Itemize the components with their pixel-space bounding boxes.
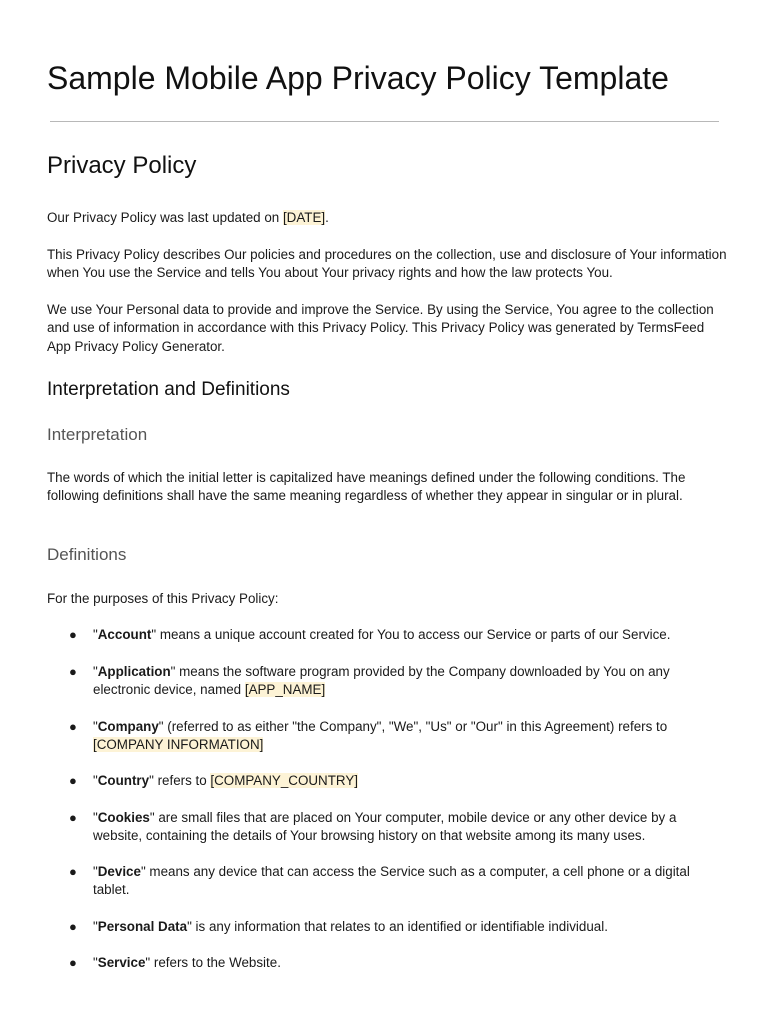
title-divider	[50, 121, 719, 122]
interpretation-definitions-heading: Interpretation and Definitions	[47, 379, 290, 400]
bullet-icon: ●	[69, 955, 77, 970]
app-name-placeholder: [APP_NAME]	[244, 682, 326, 698]
last-updated-paragraph	[47, 209, 737, 227]
definition-term: Cookies	[97, 810, 150, 825]
definition-item-account: ● "Account" means a unique account created for You to access our Service or parts of our Service.	[93, 626, 723, 644]
bullet-icon: ●	[69, 719, 77, 734]
definition-term: Service	[97, 955, 146, 970]
definition-item-personal-data: ● "Personal Data" is any information that relates to an identified or identifiable individual.	[93, 918, 723, 936]
bullet-icon: ●	[69, 810, 77, 825]
definition-text: " are small files that are placed on Your computer, mobile device or any other device by a website, containing the details of Your browsing history on that website among its many uses.	[93, 810, 677, 844]
policy-description-paragraph: This Privacy Policy describes Our policies and procedures on the collection, use and disclosure of Your information when You use the Service and tells You about Your privacy rights and how the law protects You.	[47, 247, 727, 281]
privacy-policy-heading: Privacy Policy	[47, 152, 197, 179]
definition-text: " means a unique account created for You to access our Service or parts of our Service.	[151, 627, 671, 642]
date-placeholder: [DATE]	[282, 210, 326, 225]
definition-item-cookies: ● "Cookies" are small files that are placed on Your computer, mobile device or any other device by a website, containing the details of Your browsing history on that website among its many uses.	[69, 810, 677, 844]
definition-term: Application	[97, 664, 171, 679]
definition-item-application: ● "Application" means the software program provided by the Company downloaded by You on any electronic device, named [APP_NAME]	[69, 664, 670, 698]
definition-item-device: ● "Device" means any device that can access the Service such as a computer, a cell phone or a digital tablet.	[69, 864, 690, 898]
definition-text: " is any information that relates to an identified or identifiable individual.	[187, 919, 608, 934]
definition-item-company: ● "Company" (referred to as either "the Company", "We", "Us" or "Our" in this Agreement) refers to [COMPANY INFORMATION]	[69, 719, 668, 753]
bullet-icon: ●	[69, 773, 77, 788]
definition-term: Personal Data	[97, 919, 188, 934]
bullet-icon: ●	[69, 864, 77, 879]
company-information-placeholder: [COMPANY INFORMATION]	[93, 737, 264, 753]
definition-item-country: ● "Country" refers to [COMPANY_COUNTRY]	[93, 772, 723, 790]
last-updated-prefix: Our Privacy Policy was last updated on	[47, 210, 283, 225]
definition-text: " means any device that can access the Service such as a computer, a cell phone or a digital tablet.	[93, 864, 690, 898]
bullet-icon: ●	[69, 664, 77, 679]
definition-term: Company	[97, 719, 159, 734]
definition-term: Account	[97, 627, 152, 642]
document-title: Sample Mobile App Privacy Policy Template	[47, 60, 669, 96]
definitions-heading: Definitions	[47, 545, 127, 564]
definition-text: " (referred to as either "the Company", "We", "Us" or "Our" in this Agreement) refers to	[158, 719, 668, 734]
bullet-icon: ●	[69, 919, 77, 934]
definition-text: " refers to	[149, 773, 211, 788]
personal-data-use-paragraph: We use Your Personal data to provide and improve the Service. By using the Service, You agree to the collection and use of information in accordance with this Privacy Policy. This Privacy Policy was generated by TermsFeed App Privacy Policy Generator.	[47, 302, 714, 354]
definitions-intro: For the purposes of this Privacy Policy:	[47, 591, 279, 606]
company-country-placeholder: [COMPANY_COUNTRY]	[210, 773, 358, 788]
interpretation-paragraph: The words of which the initial letter is capitalized have meanings defined under the following conditions. The following definitions shall have the same meaning regardless of whether they appear in singular or in plural.	[47, 470, 686, 504]
definition-text: " refers to the Website.	[145, 955, 281, 970]
definition-text: " means the software program provided by the Company downloaded by You on any electronic device, named	[93, 664, 670, 698]
bullet-icon: ●	[69, 627, 77, 642]
definition-item-service: ● "Service" refers to the Website.	[93, 954, 723, 972]
interpretation-heading: Interpretation	[47, 425, 148, 444]
definition-term: Country	[97, 773, 150, 788]
last-updated-suffix: .	[325, 210, 329, 225]
definition-term: Device	[97, 864, 141, 879]
